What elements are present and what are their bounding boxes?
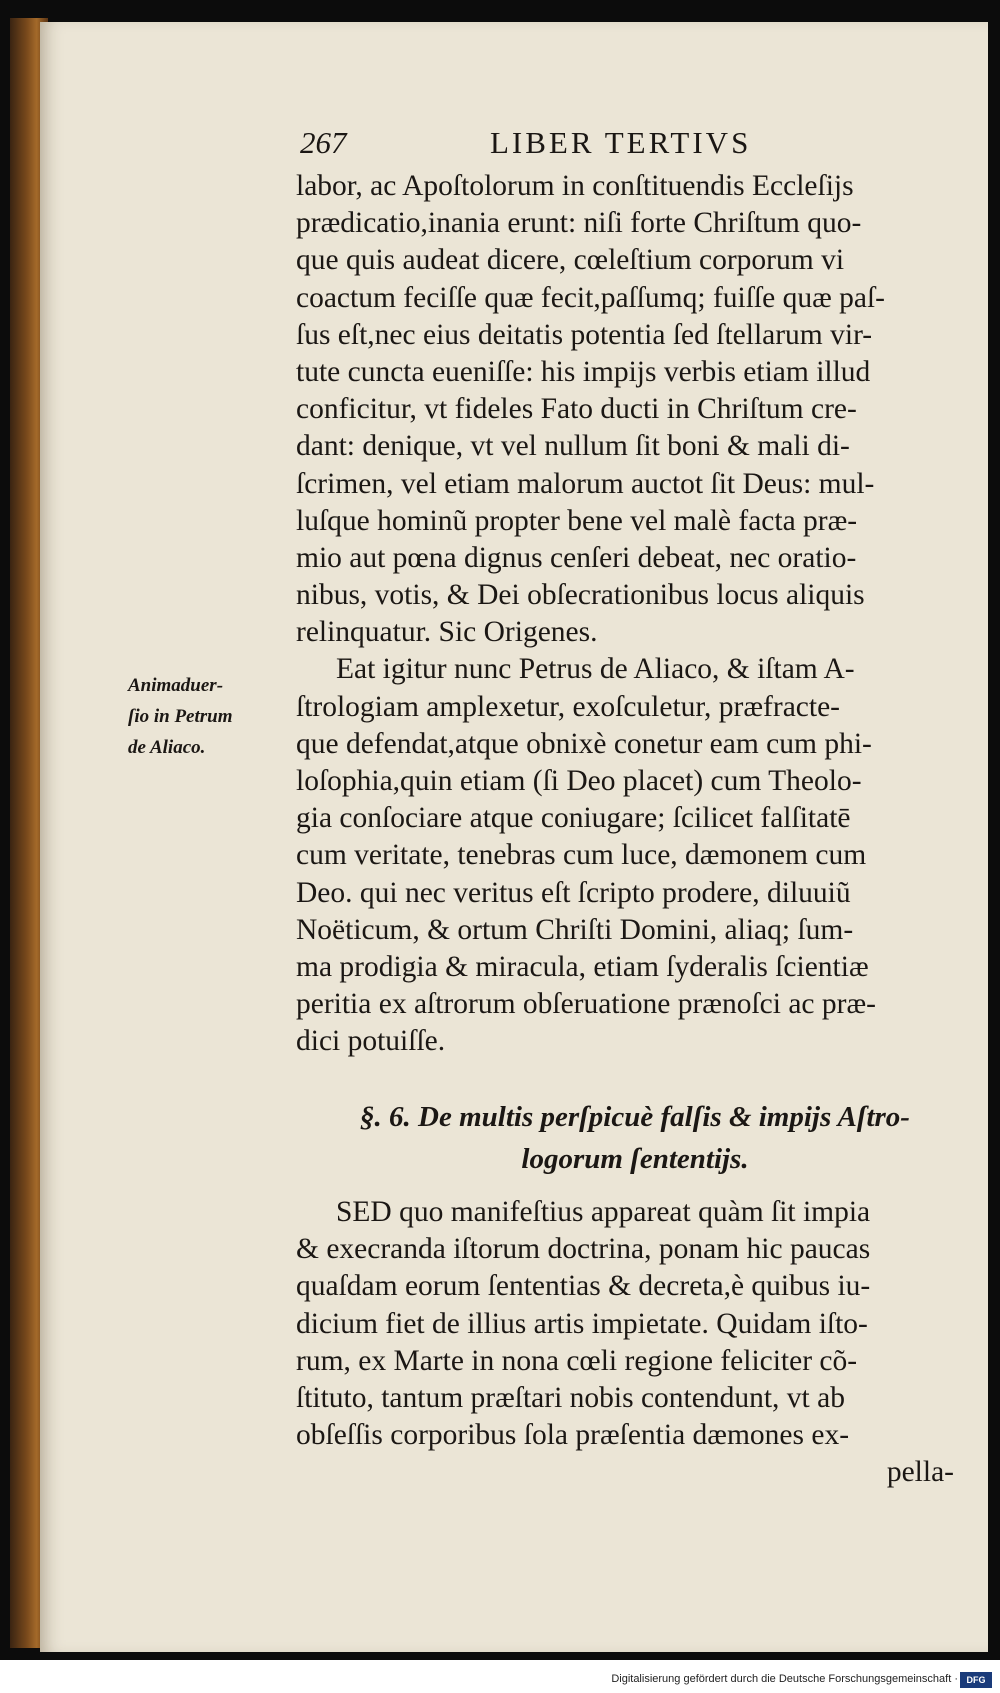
section-heading-line: logorum ſententijs. <box>521 1143 749 1175</box>
marginal-note-line: ſio in Petrum <box>128 706 233 727</box>
text-line: mio aut pœna dignus cenſeri debeat, nec oratio- <box>296 541 857 574</box>
text-line: nibus, votis, & Dei obſecrationibus locus aliquis <box>296 579 865 612</box>
catchword: pella- <box>886 1456 954 1489</box>
text-line: SED quo manifeſtius appareat quàm ſit impia <box>336 1196 871 1228</box>
dfg-logo-icon: DFG <box>960 1672 992 1688</box>
main-text <box>296 168 974 1061</box>
text-line: obſeſſis corporibus ſola præſentia dæmones ex- <box>296 1419 850 1452</box>
text-line: dicium fiet de illius artis impietate. Quidam iſto- <box>296 1307 868 1340</box>
marginal-note <box>128 670 288 763</box>
text-line: Eat igitur nunc Petrus de Aliaco, & iſtam A- <box>336 653 855 686</box>
running-head: LIBER TERTIVS <box>490 125 752 160</box>
marginal-note-line: de Aliaco. <box>128 737 206 758</box>
text-line: tute cuncta eueniſſe: his impijs verbis etiam illud <box>296 355 871 388</box>
page-number: 267 <box>300 125 347 160</box>
text-line: que quis audeat dicere, cœleſtium corporum vi <box>296 244 845 277</box>
text-line: peritia ex aſtrorum obſeruatione prænoſci ac præ- <box>296 988 876 1021</box>
text-line: cum veritate, tenebras cum luce, dæmonem cum <box>296 839 867 872</box>
text-line: conficitur, vt fideles Fato ducti in Chriſtum cre- <box>296 393 857 426</box>
text-line: que defendat,atque obnixè conetur eam cum phi- <box>296 727 872 760</box>
text-line: quaſdam eorum ſententias & decreta,è quibus iu- <box>296 1270 871 1303</box>
text-line: luſque hominũ propter bene vel malè facta præ- <box>296 504 858 537</box>
text-line: relinquatur. Sic Origenes. <box>296 616 598 649</box>
text-line: loſophia,quin etiam (ſi Deo placet) cum Theolo- <box>296 765 862 797</box>
text-line: labor, ac Apoſtolorum in conſtituendis Eccleſijs <box>296 170 854 202</box>
marginal-note-line: Animaduer- <box>128 675 224 696</box>
digitization-credit: Digitalisierung gefördert durch die Deutsche Forschungsgemeinschaft · <box>611 1673 958 1685</box>
text-line: ſtituto, tantum præſtari nobis contendunt, vt ab <box>296 1381 845 1414</box>
text-line: Noëticum, & ortum Chriſti Domini, aliaq; ſum- <box>296 913 854 946</box>
text-line: ſus eſt,nec eius deitatis potentia ſed ſtellarum vir- <box>296 318 873 351</box>
text-line: ma prodigia & miracula, etiam ſyderalis ſcientiæ <box>296 950 869 983</box>
text-line: coactum feciſſe quæ fecit,paſſumq; fuiſſe quæ paſ- <box>296 281 885 314</box>
text-line: dici potuiſſe. <box>296 1025 446 1058</box>
text-line: ſtrologiam amplexetur, exoſculetur, præfracte- <box>296 690 840 723</box>
section-heading-line: §. 6. De multis perſpicuè falſis & impijs Aſtro- <box>360 1101 910 1133</box>
text-line: Deo. qui nec veritus eſt ſcripto prodere, diluuiũ <box>296 876 851 909</box>
text-line: ſcrimen, vel etiam malorum auctot ſit Deus: mul- <box>296 467 875 500</box>
text-line: gia conſociare atque coniugare; ſcilicet falſitatē <box>296 802 851 835</box>
text-line: prædicatio,inania erunt: niſi forte Chriſtum quo- <box>296 207 862 240</box>
page-header <box>300 125 970 165</box>
section-heading <box>296 1096 974 1180</box>
text-line: & execranda iſtorum doctrina, ponam hic paucas <box>296 1233 871 1266</box>
text-line: rum, ex Marte in nona cœli regione feliciter cõ- <box>296 1344 858 1377</box>
text-line: dant: denique, vt vel nullum ſit boni & mali di- <box>296 430 850 463</box>
main-text-continued <box>296 1194 974 1492</box>
